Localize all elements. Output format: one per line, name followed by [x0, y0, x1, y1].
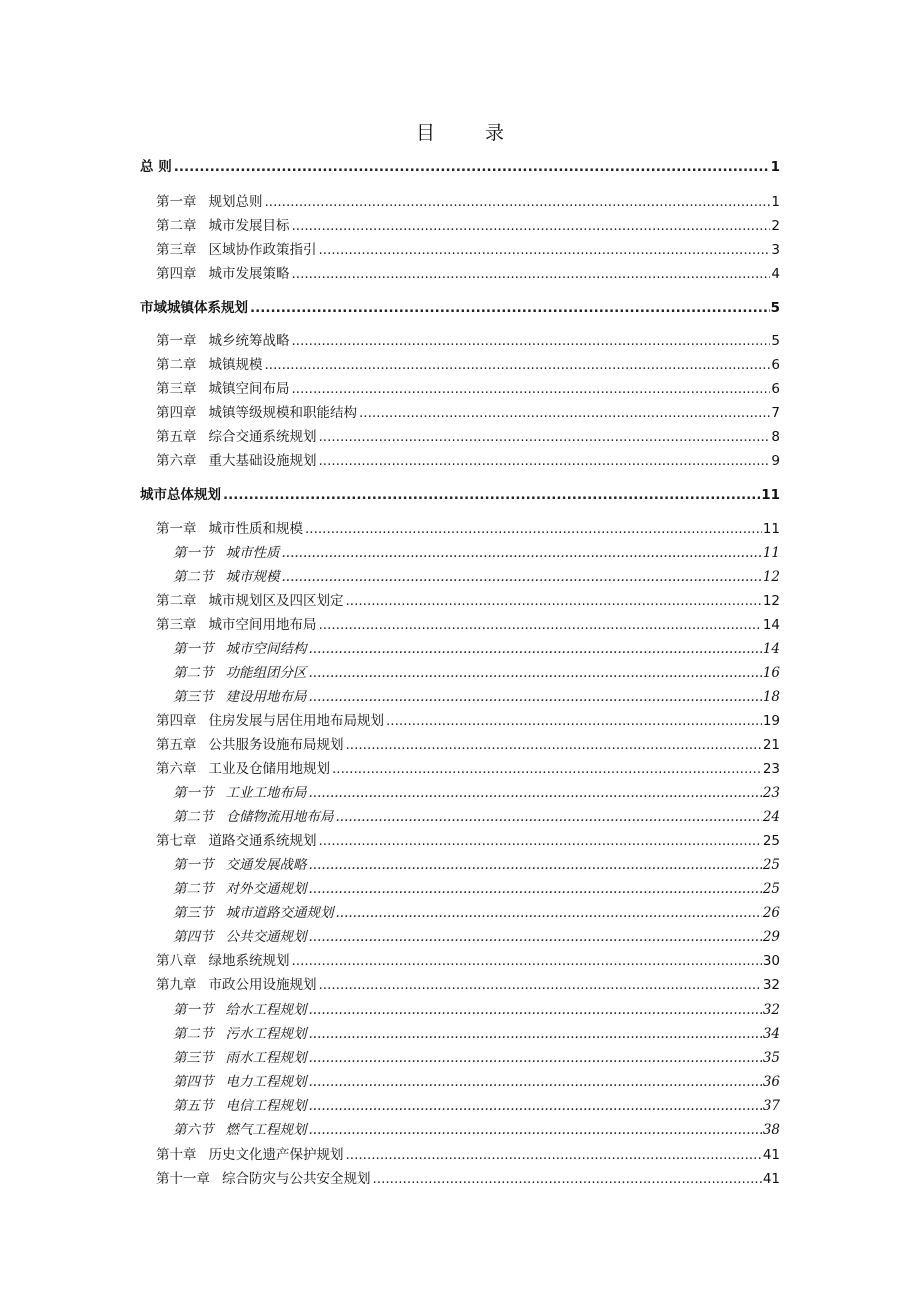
toc-entry-label [156, 975, 317, 995]
toc-entry-title: 综合交通系统规划 [208, 429, 317, 445]
toc-entry-page-number: 12 [762, 593, 780, 609]
toc-entry-label [156, 951, 290, 971]
toc-entry-label [173, 543, 280, 563]
toc-entry-number: 第二章 [156, 357, 197, 373]
toc-entry-number: 第二章 [156, 593, 197, 609]
toc-entry-part[interactable] [140, 157, 780, 177]
dot-leader [319, 975, 762, 995]
toc-entry-label [173, 1120, 307, 1140]
toc-entry-title: 住房发展与居住用地布局规划 [208, 713, 384, 729]
toc-entry-number: 第一节 [173, 641, 214, 657]
dot-leader [309, 663, 762, 683]
toc-entry-chapter[interactable] [156, 331, 780, 351]
toc-entry-title: 燃气工程规划 [225, 1122, 307, 1138]
toc-entry-chapter[interactable] [156, 192, 780, 212]
dot-leader [309, 879, 762, 899]
toc-entry-page-number: 5 [771, 333, 780, 349]
toc-entry-label [156, 264, 290, 284]
toc-entry-number: 第六章 [156, 761, 197, 777]
toc-entry-label [156, 427, 317, 447]
toc-entry-number: 第四章 [156, 405, 197, 421]
toc-entry-page-number: 7 [771, 405, 780, 421]
dot-leader [346, 591, 762, 611]
toc-entry-page-number: 38 [762, 1122, 780, 1138]
toc-entry-title: 市政公用设施规划 [208, 977, 317, 993]
toc-entry-label [156, 379, 290, 399]
toc-entry-number: 第二节 [173, 809, 214, 825]
toc-entry-number: 第二节 [173, 881, 214, 897]
dot-leader [309, 927, 762, 947]
toc-entry-page-number: 9 [771, 453, 780, 469]
toc-entry-label [156, 1169, 371, 1189]
toc-entry-number: 第一节 [173, 1002, 214, 1018]
toc-entry-page-number: 12 [762, 569, 780, 585]
toc-entry-page-number: 41 [762, 1147, 780, 1163]
dot-leader [309, 687, 762, 707]
toc-entry-label [173, 855, 307, 875]
toc-entry-page-number: 36 [762, 1074, 780, 1090]
toc-entry-title: 仓储物流用地布局 [225, 809, 334, 825]
toc-entry-section[interactable] [173, 903, 780, 923]
toc-entry-title: 城市空间用地布局 [208, 617, 317, 633]
toc-entry-page-number: 6 [771, 381, 780, 397]
toc-entry-title: 区域协作政策指引 [208, 242, 317, 258]
toc-entry-page-number: 11 [761, 487, 780, 503]
toc-entry-number: 第三章 [156, 381, 197, 397]
toc-entry-page-number: 41 [762, 1171, 780, 1187]
toc-entry-title: 市域城镇体系规划 [140, 300, 248, 316]
dot-leader [346, 735, 762, 755]
toc-entry-label [156, 240, 317, 260]
toc-entry-page-number: 8 [771, 429, 780, 445]
toc-entry-title: 城镇空间布局 [208, 381, 290, 397]
toc-entry-chapter[interactable] [156, 216, 780, 236]
toc-entry-page-number: 11 [762, 521, 780, 537]
toc-entry-section[interactable] [173, 855, 780, 875]
toc-entry-page-number: 32 [762, 1002, 780, 1018]
toc-entry-number: 第三章 [156, 242, 197, 258]
dot-leader [309, 1096, 762, 1116]
toc-entry-title: 城市发展策略 [208, 266, 290, 282]
toc-entry-title: 城市空间结构 [225, 641, 307, 657]
dot-leader [292, 331, 771, 351]
toc-entry-title: 城市规模 [225, 569, 280, 585]
toc-entry-title: 公共交通规划 [225, 929, 307, 945]
toc-entry-section[interactable] [173, 1096, 780, 1116]
toc-entry-title: 城市发展目标 [208, 218, 290, 234]
toc-entry-label [156, 451, 317, 471]
toc-entry-label [156, 759, 330, 779]
toc-entry-number: 第八章 [156, 953, 197, 969]
toc-entry-chapter[interactable] [156, 519, 780, 539]
toc-entry-section[interactable] [173, 543, 780, 563]
toc-entry-title: 重大基础设施规划 [208, 453, 317, 469]
dot-leader [292, 216, 771, 236]
toc-entry-title: 城市规划区及四区划定 [208, 593, 344, 609]
toc-entry-label [173, 1000, 307, 1020]
dot-leader [336, 903, 762, 923]
toc-entry-number: 第一章 [156, 333, 197, 349]
toc-entry-page-number: 11 [762, 545, 780, 561]
toc-entry-title: 电信工程规划 [225, 1098, 307, 1114]
toc-entry-page-number: 23 [762, 785, 780, 801]
toc-entry-title: 总 则 [140, 159, 172, 175]
toc-entry-label [173, 903, 334, 923]
toc-title: 目 录 [415, 122, 527, 144]
toc-entry-title: 交通发展战略 [225, 857, 307, 873]
toc-entry-label [156, 519, 303, 539]
toc-entry-title: 公共服务设施布局规划 [208, 737, 344, 753]
toc-entry-number: 第二节 [173, 569, 214, 585]
dot-leader [265, 192, 771, 212]
toc-entry-label [173, 1024, 307, 1044]
toc-entry-chapter[interactable] [156, 1145, 780, 1165]
toc-entry-label [156, 591, 344, 611]
toc-entry-title: 雨水工程规划 [225, 1050, 307, 1066]
dot-leader [319, 240, 771, 260]
toc-entry-number: 第六节 [173, 1122, 214, 1138]
toc-entry-number: 第十章 [156, 1147, 197, 1163]
toc-entry-title: 城市性质和规模 [208, 521, 303, 537]
toc-entry-label [173, 639, 307, 659]
toc-entry-label [173, 687, 307, 707]
toc-entry-page-number: 5 [770, 300, 780, 316]
dot-leader [319, 615, 762, 635]
toc-entry-page-number: 3 [771, 242, 780, 258]
toc-entry-label [173, 879, 307, 899]
toc-entry-title: 历史文化遗产保护规划 [208, 1147, 344, 1163]
toc-entry-chapter[interactable] [156, 355, 780, 375]
dot-leader [319, 427, 771, 447]
toc-entry-page-number: 2 [771, 218, 780, 234]
dot-leader [265, 355, 771, 375]
toc-entry-page-number: 23 [762, 761, 780, 777]
toc-entry-chapter[interactable] [156, 264, 780, 284]
toc-entry-title: 城乡统筹战略 [208, 333, 290, 349]
toc-entry-chapter[interactable] [156, 951, 780, 971]
dot-leader [319, 451, 771, 471]
toc-entry-page-number: 30 [762, 953, 780, 969]
toc-entry-label [173, 1096, 307, 1116]
dot-leader [386, 711, 762, 731]
toc-entry-number: 第三章 [156, 617, 197, 633]
toc-entry-chapter[interactable] [156, 735, 780, 755]
toc-entry-number: 第五章 [156, 429, 197, 445]
toc-entry-number: 第四章 [156, 266, 197, 282]
toc-entry-page-number: 18 [762, 689, 780, 705]
toc-entry-label [173, 927, 307, 947]
toc-entry-chapter[interactable] [156, 427, 780, 447]
toc-entry-number: 第三节 [173, 1050, 214, 1066]
dot-leader [319, 831, 762, 851]
toc-entry-title: 城镇等级规模和职能结构 [208, 405, 357, 421]
toc-entry-page-number: 37 [762, 1098, 780, 1114]
dot-leader [292, 379, 771, 399]
toc-entry-title: 城市道路交通规划 [225, 905, 334, 921]
toc-entry-page-number: 24 [762, 809, 780, 825]
dot-leader [223, 485, 760, 505]
dot-leader [305, 519, 762, 539]
toc-entry-label [156, 831, 317, 851]
toc-entry-chapter[interactable] [156, 379, 780, 399]
dot-leader [309, 1000, 762, 1020]
toc-entry-number: 第十一章 [156, 1171, 210, 1187]
toc-entry-page-number: 25 [762, 857, 780, 873]
dot-leader [282, 567, 762, 587]
toc-entry-number: 第二节 [173, 665, 214, 681]
toc-entry-section[interactable] [173, 783, 780, 803]
toc-entry-section[interactable] [173, 807, 780, 827]
toc-entry-number: 第一节 [173, 857, 214, 873]
toc-entry-label [173, 567, 280, 587]
dot-leader [309, 1120, 762, 1140]
dot-leader [309, 1072, 762, 1092]
toc-entry-page-number: 16 [762, 665, 780, 681]
toc-entry-label [140, 485, 221, 505]
toc-entry-label [173, 1048, 307, 1068]
dot-leader [292, 264, 771, 284]
toc-entry-number: 第五章 [156, 737, 197, 753]
toc-entry-label [140, 157, 172, 177]
toc-entry-label [173, 663, 307, 683]
toc-entry-section[interactable] [173, 1024, 780, 1044]
toc-entry-number: 第一节 [173, 785, 214, 801]
toc-entry-title: 污水工程规划 [225, 1026, 307, 1042]
toc-entry-section[interactable] [173, 1072, 780, 1092]
dot-leader [282, 543, 762, 563]
toc-entry-title: 给水工程规划 [225, 1002, 307, 1018]
dot-leader [373, 1169, 762, 1189]
toc-entry-chapter[interactable] [156, 831, 780, 851]
toc-entry-section[interactable] [173, 1048, 780, 1068]
toc-entry-section[interactable] [173, 687, 780, 707]
dot-leader [332, 759, 762, 779]
toc-entry-number: 第九章 [156, 977, 197, 993]
dot-leader [359, 403, 770, 423]
toc-entry-title: 对外交通规划 [225, 881, 307, 897]
toc-entry-page-number: 35 [762, 1050, 780, 1066]
toc-entry-page-number: 25 [762, 881, 780, 897]
toc-entry-section[interactable] [173, 1000, 780, 1020]
toc-entry-label [156, 615, 317, 635]
toc-entry-number: 第一章 [156, 194, 197, 210]
toc-entry-number: 第四节 [173, 929, 214, 945]
toc-entry-label [173, 783, 307, 803]
toc-entry-number: 第六章 [156, 453, 197, 469]
toc-entry-number: 第五节 [173, 1098, 214, 1114]
toc-entry-label [156, 735, 344, 755]
toc-entry-chapter[interactable] [156, 1169, 780, 1189]
toc-entry-label [156, 403, 357, 423]
toc-entry-page-number: 32 [762, 977, 780, 993]
toc-entry-number: 第二章 [156, 218, 197, 234]
toc-entry-section[interactable] [173, 639, 780, 659]
toc-entry-chapter[interactable] [156, 591, 780, 611]
toc-entry-title: 综合防灾与公共安全规划 [222, 1171, 371, 1187]
dot-leader [309, 783, 762, 803]
toc-entry-title: 工业工地布局 [225, 785, 307, 801]
toc-entry-label [156, 711, 384, 731]
dot-leader [309, 855, 762, 875]
toc-entry-page-number: 21 [762, 737, 780, 753]
toc-entry-section[interactable] [173, 663, 780, 683]
toc-entry-page-number: 19 [762, 713, 780, 729]
toc-entry-part[interactable] [140, 298, 780, 318]
toc-entry-title: 城镇规模 [208, 357, 263, 373]
toc-entry-chapter[interactable] [156, 403, 780, 423]
dot-leader [346, 1145, 762, 1165]
toc-entry-title: 城市性质 [225, 545, 280, 561]
toc-entry-chapter[interactable] [156, 975, 780, 995]
toc-entry-page-number: 14 [762, 617, 780, 633]
toc-entry-page-number: 29 [762, 929, 780, 945]
toc-entry-page-number: 34 [762, 1026, 780, 1042]
toc-entry-label [156, 331, 290, 351]
toc-entry-number: 第四节 [173, 1074, 214, 1090]
toc-entry-title: 电力工程规划 [225, 1074, 307, 1090]
toc-entry-title: 规划总则 [208, 194, 263, 210]
toc-entry-chapter[interactable] [156, 451, 780, 471]
toc-entry-number: 第三节 [173, 905, 214, 921]
toc-entry-number: 第二节 [173, 1026, 214, 1042]
dot-leader [250, 298, 770, 318]
toc-entry-number: 第一节 [173, 545, 214, 561]
dot-leader [174, 157, 770, 177]
toc-entry-page-number: 26 [762, 905, 780, 921]
toc-entry-chapter[interactable] [156, 711, 780, 731]
toc-entry-page-number: 1 [770, 159, 780, 175]
toc-entry-section[interactable] [173, 567, 780, 587]
toc-entry-part[interactable] [140, 485, 780, 505]
toc-entry-label [156, 355, 263, 375]
toc-entry-title: 建设用地布局 [225, 689, 307, 705]
toc-entry-number: 第三节 [173, 689, 214, 705]
toc-entry-chapter[interactable] [156, 615, 780, 635]
toc-entry-label [156, 192, 263, 212]
toc-entry-chapter[interactable] [156, 240, 780, 260]
toc-entry-label [140, 298, 248, 318]
toc-entry-title: 绿地系统规划 [208, 953, 290, 969]
toc-entry-number: 第一章 [156, 521, 197, 537]
dot-leader [336, 807, 762, 827]
dot-leader [309, 1024, 762, 1044]
toc-entry-section[interactable] [173, 1120, 780, 1140]
toc-entry-label [156, 1145, 344, 1165]
toc-entry-number: 第七章 [156, 833, 197, 849]
dot-leader [309, 1048, 762, 1068]
toc-entry-section[interactable] [173, 879, 780, 899]
dot-leader [292, 951, 762, 971]
toc-entry-label [156, 216, 290, 236]
toc-entry-page-number: 1 [771, 194, 780, 210]
toc-entry-title: 城市总体规划 [140, 487, 221, 503]
toc-entry-page-number: 14 [762, 641, 780, 657]
toc-entry-section[interactable] [173, 927, 780, 947]
toc-entry-label [173, 1072, 307, 1092]
dot-leader [309, 639, 762, 659]
toc-entry-label [173, 807, 334, 827]
toc-entry-page-number: 6 [771, 357, 780, 373]
toc-entry-page-number: 4 [771, 266, 780, 282]
toc-entry-number: 第四章 [156, 713, 197, 729]
toc-entry-chapter[interactable] [156, 759, 780, 779]
toc-entry-page-number: 25 [762, 833, 780, 849]
toc-entry-title: 道路交通系统规划 [208, 833, 317, 849]
toc-entry-title: 工业及仓储用地规划 [208, 761, 330, 777]
toc-entry-title: 功能组团分区 [225, 665, 307, 681]
